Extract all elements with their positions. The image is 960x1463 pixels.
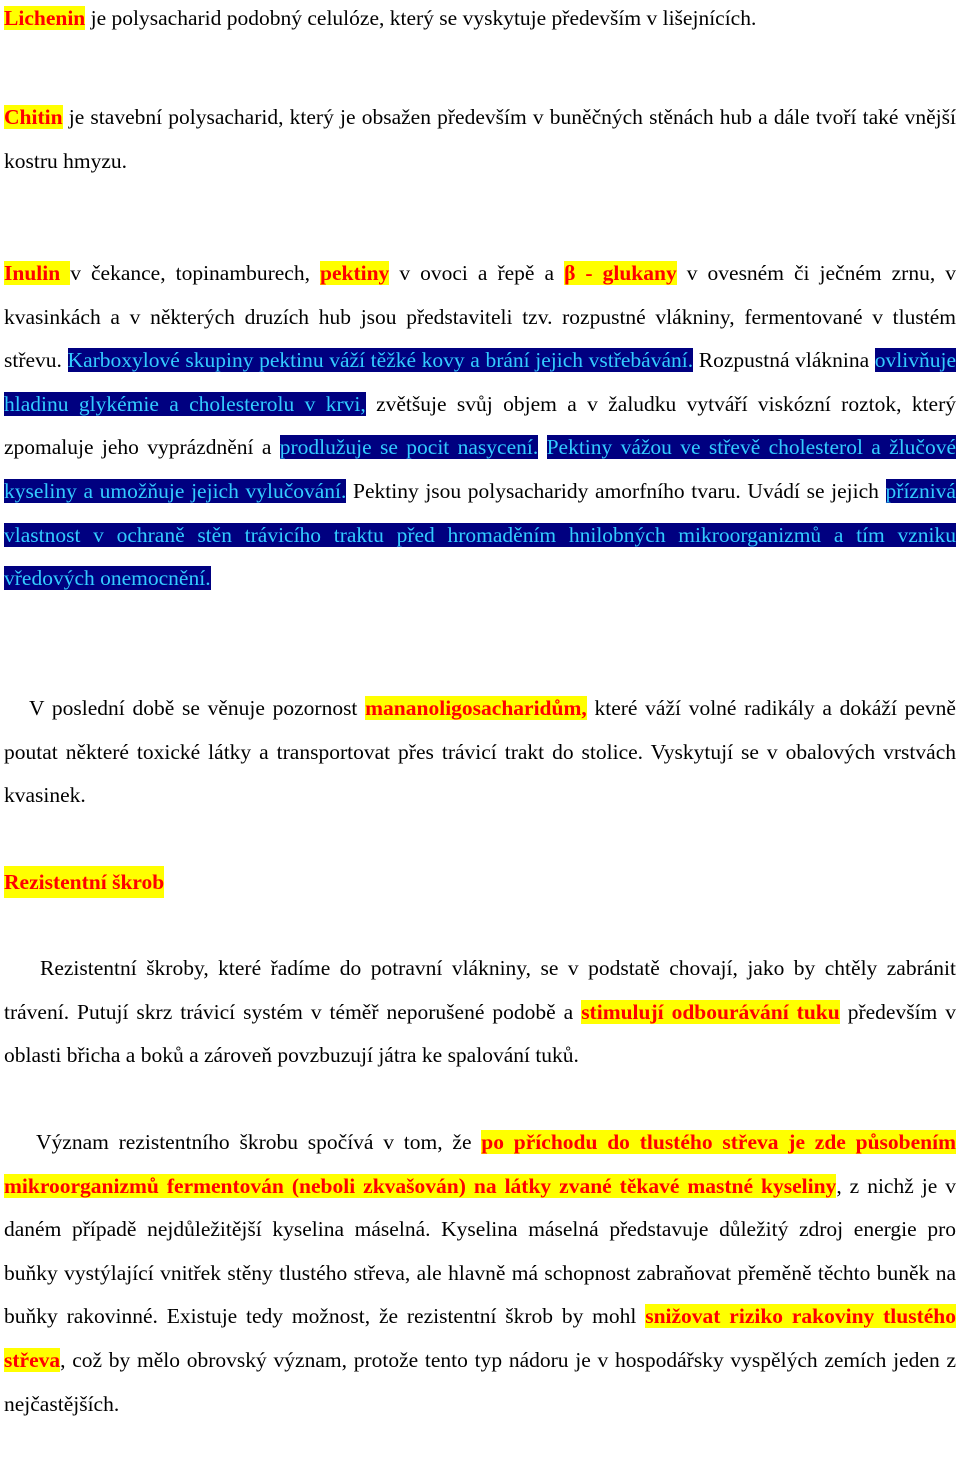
text: V poslední době se věnuje pozornost	[29, 696, 366, 720]
highlight-mananoligosacharidum: mananoligosacharidům,	[365, 696, 587, 720]
text: , z nichž je v daném případě nejdůležitější kyselina máselná. Kyselina máselná představuje důležitý zdroj energie pro buňky vystýlající vnitřek stěny tlustého střeva, ale hlavně má schopnost zabraňovat přeměně těchto buněk na buňky rakovinné. Existuje tedy možnost, že rezistentní škrob by mohl	[4, 1173, 956, 1329]
highlight-inulin: Inulin	[4, 261, 71, 285]
highlight-riziko-rakoviny: snižovat riziko rakoviny tlustého střeva	[4, 1304, 956, 1372]
text: Rozpustná vláknina	[693, 348, 875, 373]
paragraph-mananoligosacharidy	[4, 687, 956, 818]
highlight-chitin: Chitin	[4, 105, 63, 129]
text: je stavební polysacharid, který je obsažen především v buněčných stěnách hub a dále tvoří také vnější kostru hmyzu.	[4, 105, 956, 173]
section-heading	[4, 866, 164, 898]
text: Pektiny jsou polysacharidy amorfního tvaru. Uvádí se jejich	[346, 478, 886, 503]
text: je polysacharid podobný celulóze, který se vyskytuje především v lišejnících.	[85, 6, 757, 30]
text: Rezistentní škroby, které řadíme do potravní vlákniny, se v podstatě chovají, jako by chtěly zabránit trávení. Putují skrz trávicí systém v téměř neporušené podobě a	[4, 956, 956, 1024]
paragraph-lichenin	[4, 0, 956, 41]
paragraph-vyznam	[4, 1121, 956, 1426]
highlight-priznivá-vlastnost: příznivá vlastnost v ochraně stěn trávicího traktu před hromaděním hnilobných mikroorganizmů a tím vzniku vředových onemocnění.	[4, 478, 956, 591]
paragraph-chitin	[4, 96, 956, 183]
paragraph-rezistentni-skroby	[4, 947, 956, 1078]
text: v čekance, topinamburech,	[70, 261, 320, 285]
highlight-glykemie: ovlivňuje hladinu glykémie a cholesterolu v krvi,	[4, 348, 956, 416]
highlight-pektiny-cholesterol: Pektiny vážou ve střevě cholesterol a žlučové kyseliny a umožňuje jejich vylučování.	[4, 435, 956, 503]
text: , což by mělo obrovský význam, protože tento typ nádoru je v hospodářsky vyspělých zemích jeden z nejčastějších.	[4, 1347, 956, 1416]
highlight-karboxylove-skupiny: Karboxylové skupiny pektinu váží těžké kovy a brání jejich vstřebávání.	[67, 348, 694, 373]
highlight-lichenin: Lichenin	[4, 6, 86, 30]
highlight-pocit-nasyceni: prodlužuje se pocit nasycení.	[279, 435, 539, 460]
heading-rezistentni-skrob: Rezistentní škrob	[4, 866, 164, 898]
text: které váží volné radikály a dokáží pevně poutat některé toxické látky a transportovat přes trávicí trakt do stolice. Vyskytují se v obalových vrstvách kvasinek.	[4, 696, 956, 808]
text: zvětšuje svůj objem a v žaludku vytváří viskózní roztok, který zpomaluje jeho vyprázdnění a	[4, 391, 957, 460]
highlight-fermentace: po příchodu do tlustého střeva je zde působením mikroorganizmů fermentován (neboli zkvašován) na látky zvané těkavé mastné kyseliny	[4, 1130, 956, 1198]
paragraph-inulin	[4, 252, 956, 601]
text: především v oblasti břicha a boků a zároveň povzbuzují játra ke spalování tuků.	[4, 999, 956, 1068]
highlight-beta-glukany: β - glukany	[564, 261, 677, 285]
text: v ovesném či ječném zrnu, v kvasinkách a v některých druzích hub jsou představiteli tzv. rozpustné vlákniny, fermentované v tlustém střevu.	[4, 261, 956, 373]
text: Význam rezistentního škrobu spočívá v tom, že	[36, 1130, 482, 1154]
text: v ovoci a řepě a	[389, 261, 565, 285]
text	[538, 435, 546, 459]
highlight-stimuluji-odbouravani: stimulují odbourávání tuku	[581, 999, 840, 1024]
highlight-pektiny: pektiny	[319, 261, 390, 285]
